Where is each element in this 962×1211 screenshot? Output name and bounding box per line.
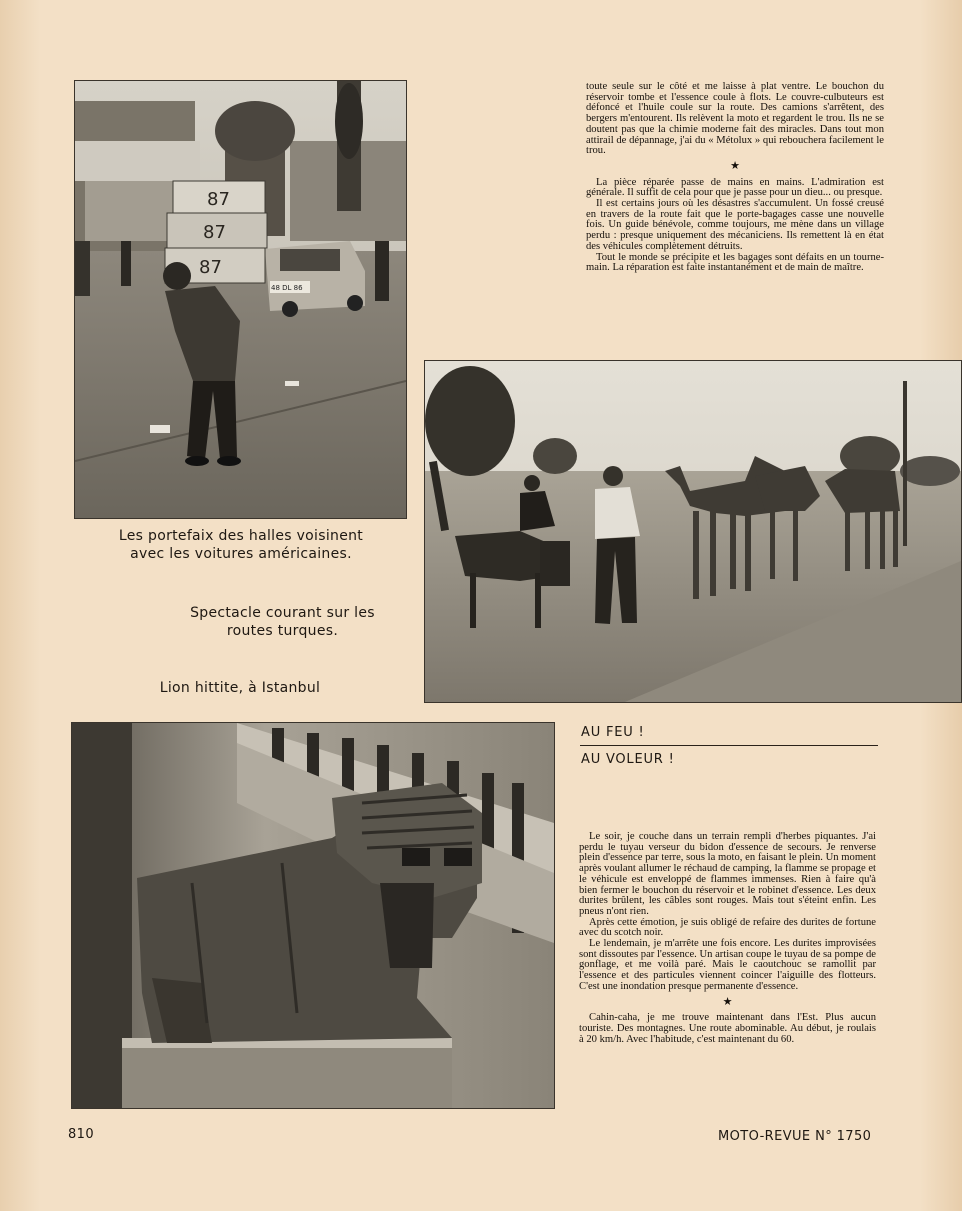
- caption-porters-line2: avec les voitures américaines.: [130, 546, 352, 562]
- article-column-bottom: [579, 832, 876, 1045]
- lion-illustration: [72, 723, 554, 1108]
- article-paragraph: Cahin-caha, je me trouve maintenant dans l'Est. Plus aucun touriste. Des montagnes. Une route abominable. Au début, je roulais à 20 km/h. Avec l'habitude, c'est maintenant du 60.: [579, 1012, 876, 1045]
- article-paragraph: Le soir, je couche dans un terrain rempli d'herbes piquantes. J'ai perdu le tuyau verseur du bidon d'essence de secours. Je renverse plein d'essence par terre, sous la moto, en faisant le plein. Un moment après voulant allumer le réchaud de camping, la flamme se propage et le véhicule est enveloppé de flammes immenses. Rien à faire qu'à bien fermer le bouchon du réservoir et le robinet d'essence. Les deux durites brûlent, les câbles sont rouges. Mais tout s'éteint enfin. Les pneus n'ont rien.: [579, 831, 876, 917]
- article-paragraph: Après cette émotion, je suis obligé de refaire des durites de fortune avec du scotch noir.: [579, 916, 876, 939]
- article-paragraph: Le lendemain, je m'arrête une fois encore. Les durites improvisées sont dissoutes par l'essence. Un artisan coupe le tuyau de sa pompe de gonflage, et me voilà paré. Mais le caoutchouc se ramollit par l'essence et des particules viennent coincer l'aiguille des flotteurs. C'est une inondation presque permanente d'essence.: [579, 938, 876, 992]
- caption-camels-line1: Spectacle courant sur les: [190, 605, 375, 621]
- caption-camels-line2: routes turques.: [226, 623, 339, 639]
- photo-porters: [74, 80, 407, 519]
- caption-lion: Lion hittite, à Istanbul: [159, 680, 321, 696]
- caption-porters-line1: Les portefaix des halles voisinent: [118, 528, 364, 544]
- article-paragraph: Tout le monde se précipite et les bagages sont défaits en un tourne-main. La réparation est faite instantanément et de main de maître.: [586, 251, 884, 274]
- photo-hittite-lion: [71, 722, 555, 1109]
- license-plate: 48 DL 86: [271, 284, 303, 292]
- heading-divider: [580, 745, 878, 746]
- section-heading-thief: AU VOLEUR !: [581, 752, 675, 767]
- crate-number-3: 87: [199, 257, 222, 278]
- article-paragraph: toute seule sur le côté et me laisse à plat ventre. Le bouchon du réservoir tombe et l'essence coule à flots. Le couvre-culbuteurs est défoncé et l'huile coule sur la route. Des camions s'arrêtent, des bergers m'entourent. Ils relèvent la moto et regardent le trou. Ils ne se doutent pas que la chimie moderne fait des miracles. Dans tout mon attirail de dépannage, j'ai du « Métolux » qui rebouchera facilement le trou.: [586, 81, 884, 157]
- crate-number-2: 87: [203, 222, 226, 243]
- article-column-top: [586, 82, 884, 274]
- section-heading-fire: AU FEU !: [581, 725, 645, 740]
- article-paragraph: Il est certains jours où les désastres s'accumulent. Un fossé creusé en travers de la route fait que le porte-bagages casse une nouvelle fois. Un guide bénévole, comme toujours, me mène dans un village perdu : presque uniquement des mécaniciens. Ils remettent là en état des véhicules complètement détruits.: [586, 198, 884, 252]
- photo-camels: [424, 360, 962, 703]
- caption-camels: [170, 604, 395, 640]
- article-paragraph: La pièce réparée passe de mains en mains. L'admiration est générale. Il suffit de cela pour que je passe pour un dieu... ou presque.: [586, 176, 884, 199]
- separator-star: ★: [722, 995, 733, 1008]
- crate-number-1: 87: [207, 189, 230, 210]
- camels-illustration: [425, 361, 961, 702]
- magazine-issue: MOTO-REVUE N° 1750: [718, 1129, 872, 1144]
- caption-porters: [86, 527, 396, 563]
- separator-star: ★: [730, 159, 740, 172]
- porters-illustration: [75, 81, 406, 518]
- page-number: 810: [68, 1127, 95, 1142]
